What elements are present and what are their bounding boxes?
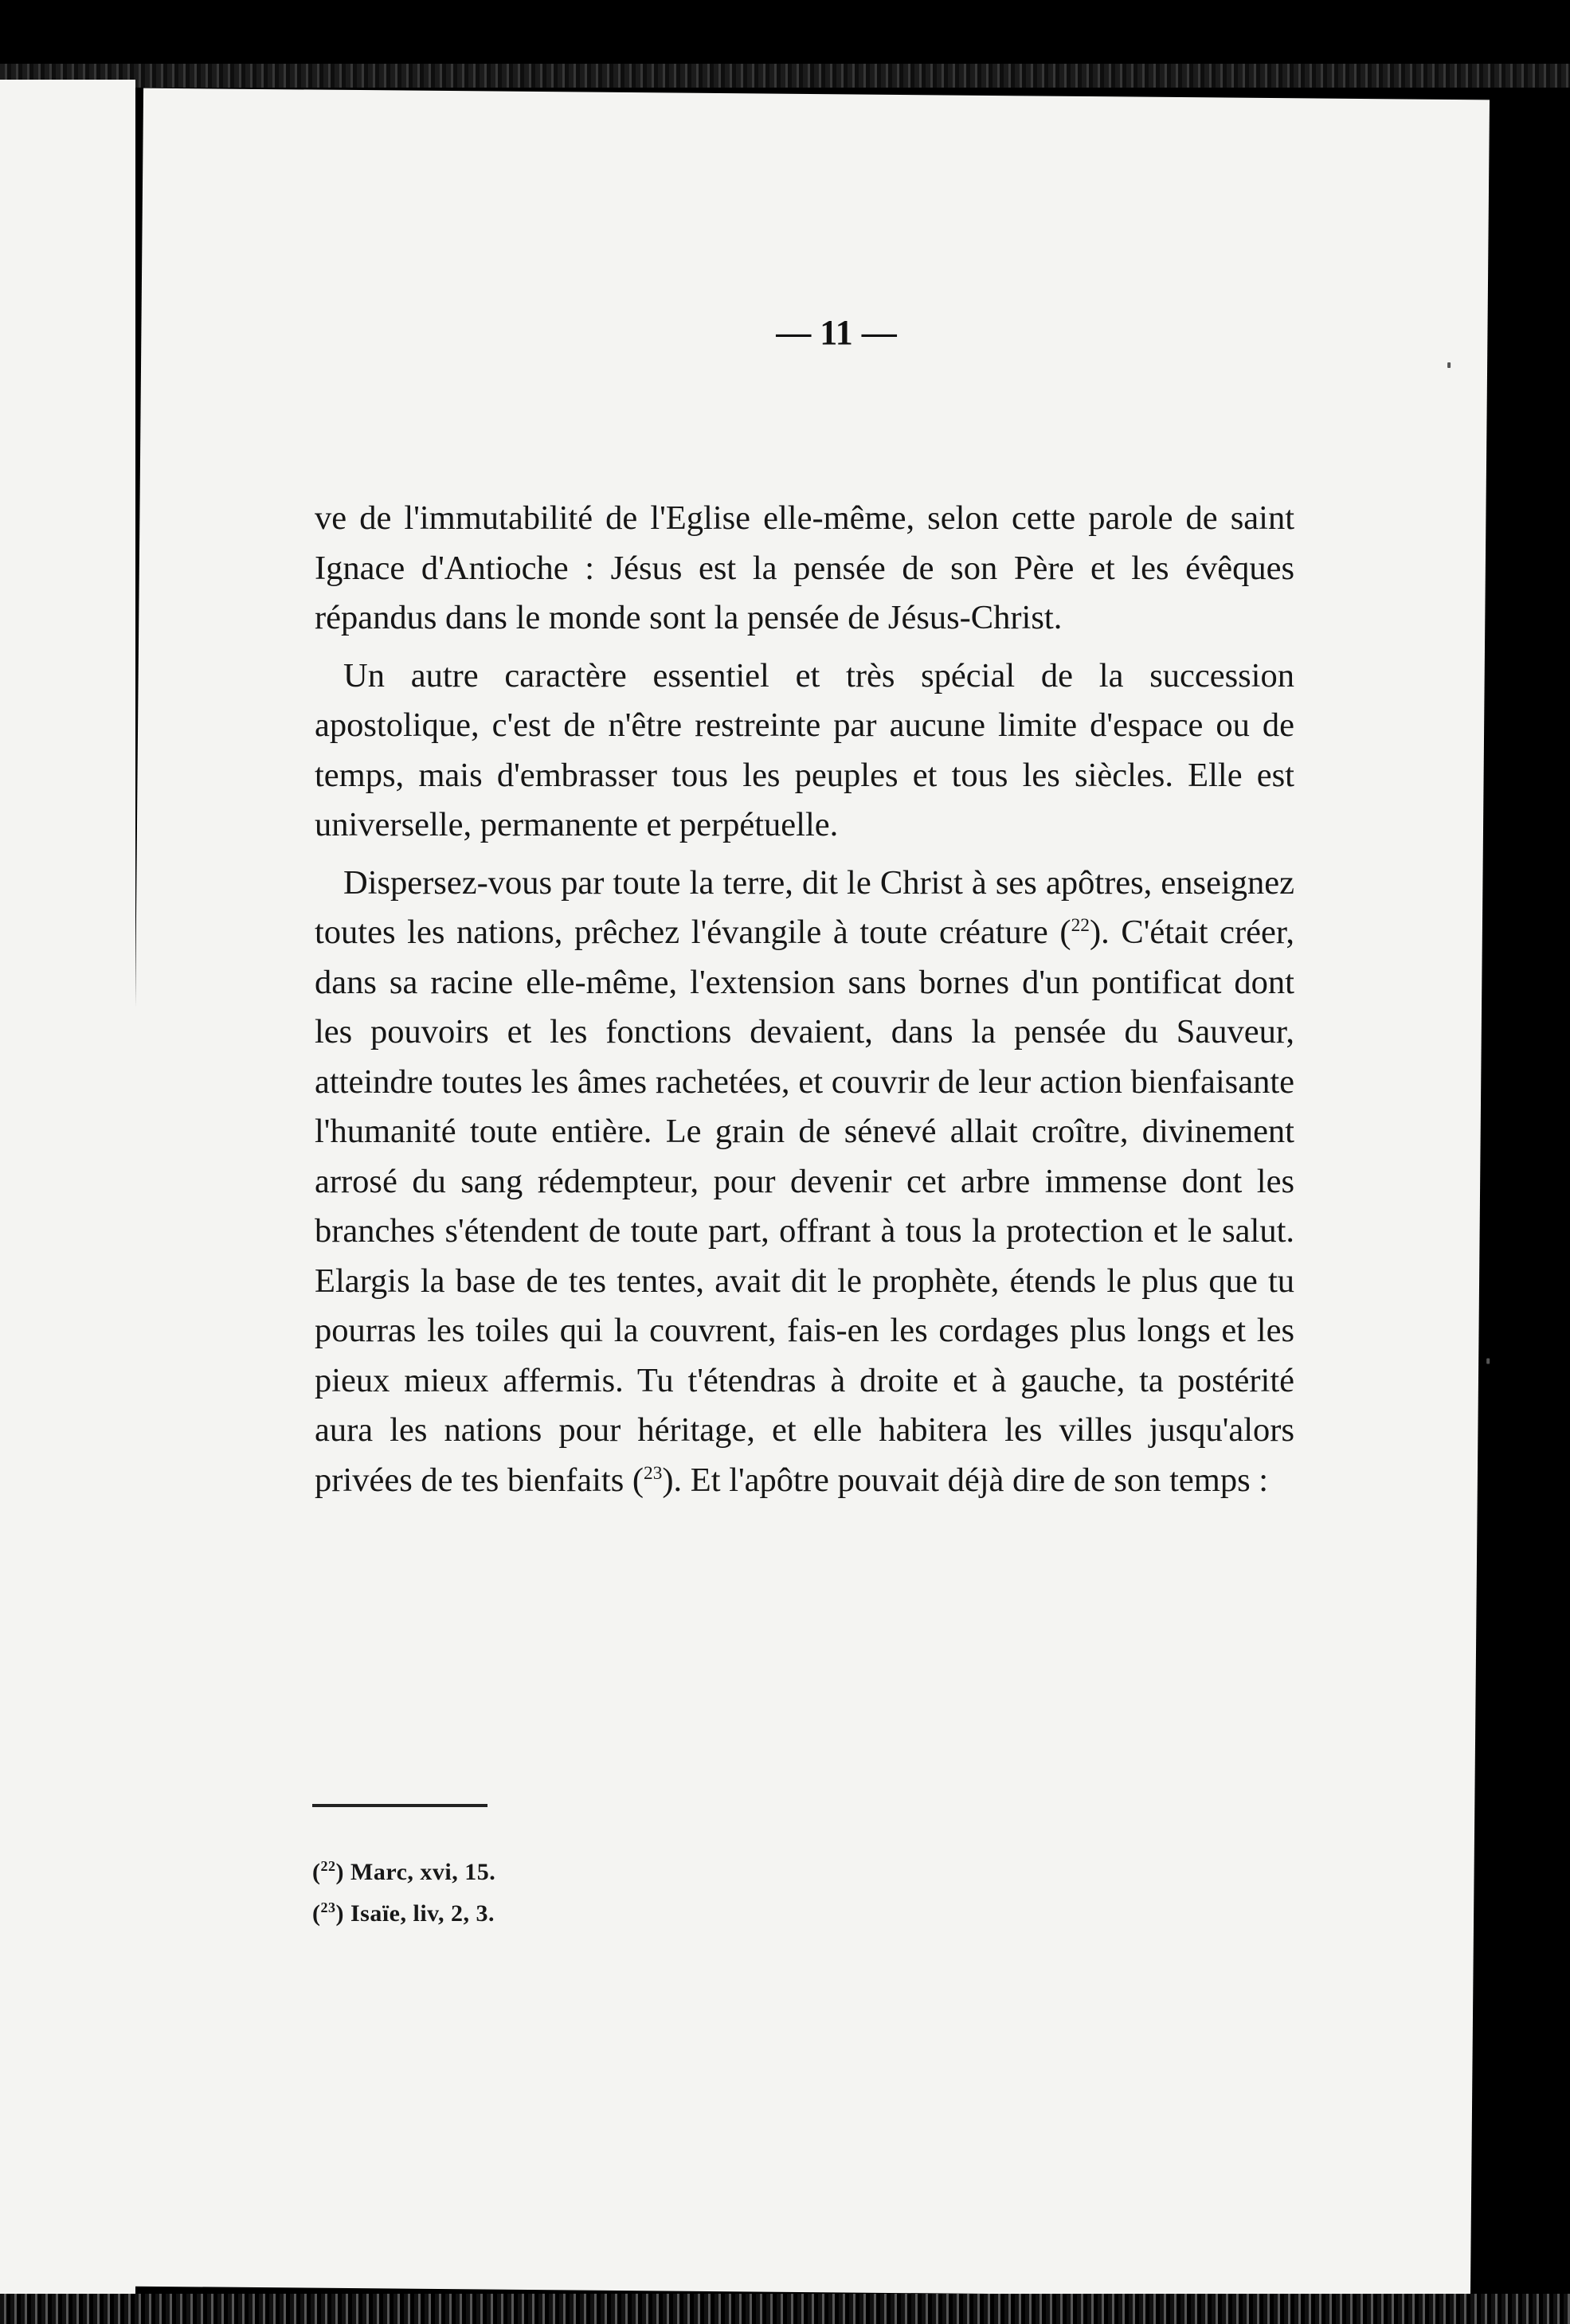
footnote-22 — [312, 1852, 495, 1893]
footnote-23-text: Isaïe, liv, 2, 3. — [350, 1900, 495, 1927]
paragraph-3 — [315, 859, 1294, 1506]
scan-border-top — [0, 64, 1570, 88]
footnote-rule — [312, 1804, 487, 1807]
scan-speck — [1486, 1358, 1490, 1363]
scan-border-bottom — [0, 2294, 1570, 2324]
footnote-22-text: Marc, xvi, 15. — [350, 1859, 496, 1885]
paragraph-1 — [315, 494, 1294, 644]
footnotes — [312, 1852, 495, 1935]
scan-speck — [1447, 362, 1451, 368]
paragraph-2 — [315, 651, 1294, 851]
paragraph-3-text-a: Dispersez-vous par toute la terre, dit le Christ à ses apôtres, enseignez toutes les nations, prêchez l'évangile à toute créature ( — [315, 863, 1294, 951]
footnote-ref-23: 23 — [644, 1462, 663, 1484]
footnote-23-mark: ($^{23}$) — [312, 1899, 344, 1927]
facing-page-edge — [0, 80, 135, 2302]
page-number: — 11 — — [776, 313, 897, 352]
footnote-22-mark: ($^{22}$) — [312, 1858, 344, 1885]
paragraph-3-text-c: ). Et l'apôtre pouvait déjà dire de son temps : — [662, 1461, 1269, 1499]
paragraph-1-text: ve de l'immutabilité de l'Eglise elle-même, selon cette parole de saint Ignace d'Antioche : Jésus est la pensée de son Père et les évêques répandus dans le monde sont la pensée de Jésus-Christ. — [315, 499, 1294, 636]
footnote-23 — [312, 1893, 495, 1935]
body-text — [315, 494, 1294, 1505]
paragraph-3-text-b: ). C'était créer, dans sa racine elle-même, l'extension sans bornes d'un pontificat dont les pouvoirs et les fonctions devaient, dans la pensée du Sauveur, atteindre toutes les âmes rachetées, et couvrir de leur action bienfaisante l'humanité toute entière. Le grain de sénevé allait croître, divinement arrosé du sang rédempteur, pour devenir cet arbre immense dont les branches s'étendent de toute part, offrant à tous la protection et le salut. Elargis la base de tes tentes, avait dit le prophète, étends le plus que tu pourras les toiles qui la couvrent, fais-en les cordages plus longs et les pieux mieux affermis. Tu t'étendras à droite et à gauche, ta postérité aura les nations pour héritage, et elle habitera les villes jusqu'alors privées de tes bienfaits ( — [315, 914, 1294, 1499]
paragraph-2-text: Un autre caractère essentiel et très spécial de la succession apostolique, c'est de n'être restreinte par aucune limite d'espace ou de temps, mais d'embrasser tous les peuples et tous les siècles. Elle est universelle, permanente et perpétuelle. — [315, 656, 1294, 843]
footnote-ref-22: 22 — [1071, 914, 1090, 936]
